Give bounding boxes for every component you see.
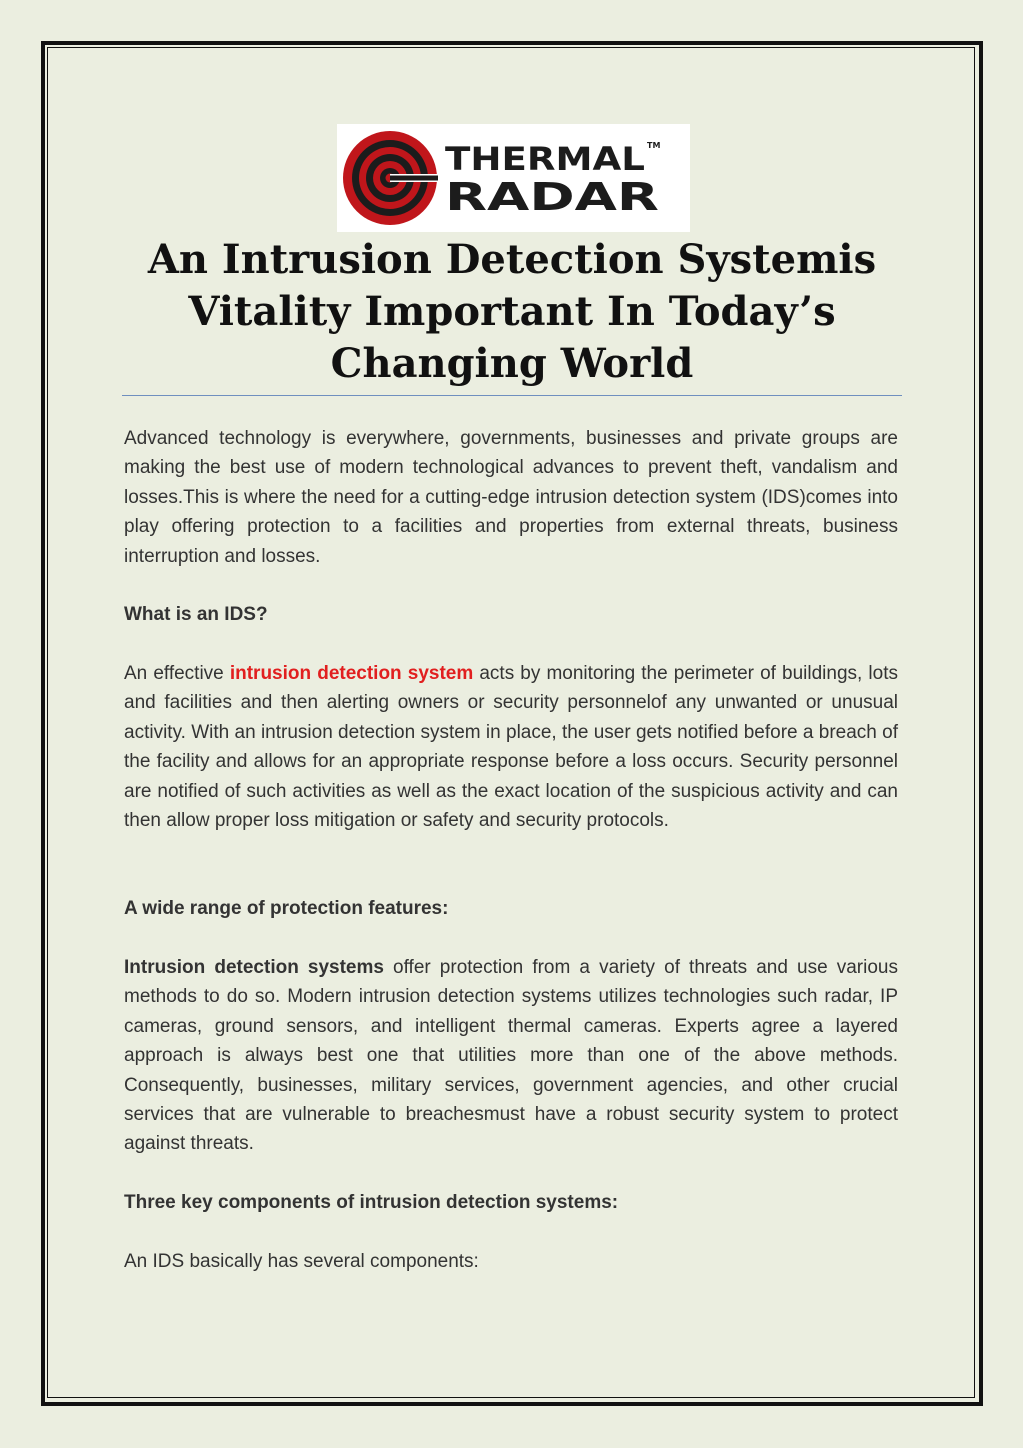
thermal-radar-logo [337, 124, 690, 232]
heading-protection-features: A wide range of protection features: [124, 898, 449, 919]
title-divider [122, 395, 902, 396]
heading-what-is-ids: What is an IDS? [124, 604, 268, 625]
components-paragraph: An IDS basically has several components: [124, 1251, 479, 1272]
logo-thermal-text: THERMAL [445, 140, 645, 178]
title-line-2: Vitality Important In Today’s [188, 288, 836, 335]
title-line-1: An Intrusion Detection Systemis [147, 236, 877, 283]
protection-features-paragraph [124, 953, 898, 1159]
radar-rings-icon [343, 131, 440, 225]
radar-logo-graphic [337, 124, 690, 232]
intrusion-detection-system-link[interactable]: intrusion detection system [229, 663, 474, 684]
title-line-3: Changing World [330, 340, 694, 387]
protection-paragraph-lead: Intrusion detection systems [124, 957, 384, 978]
logo-radar-text: RADAR [445, 175, 659, 219]
protection-paragraph-rest: offer protection from a variety of threats and use various methods to do so. Modern intrusion detection systems utilizes technologies such radar, IP cameras, ground sensors, and intelligent thermal cameras. Experts agree a layered approach is always best one that utilities more than one of the above methods. Consequently, businesses, military services, government agencies, and other crucial services that are vulnerable to breachesmust have a robust security system to protect against threats. [124, 957, 898, 1155]
ids-description-paragraph [124, 659, 898, 835]
page-title [122, 234, 902, 390]
ids-paragraph-rest: acts by monitoring the perimeter of buildings, lots and facilities and then alerting owners or security personnelof any unwanted or unusual activity. With an intrusion detection system in place, the user gets notified before a breach of the facility and allows for an appropriate response before a loss occurs. Security personnel are notified of such activities as well as the exact location of the suspicious activity and can then allow proper loss mitigation or safety and security protocols. [124, 663, 898, 832]
heading-three-key-components: Three key components of intrusion detection systems: [124, 1192, 619, 1213]
intro-paragraph: Advanced technology is everywhere, governments, businesses and private groups are making the best use of modern technological advances to prevent theft, vandalism and losses.This is where the need for a cutting-edge intrusion detection system (IDS)comes into play offering protection to a facilities and properties from external threats, business interruption and losses. [124, 428, 898, 567]
logo-trademark: TM [647, 141, 661, 150]
ids-paragraph-prefix: An effective [124, 663, 230, 684]
